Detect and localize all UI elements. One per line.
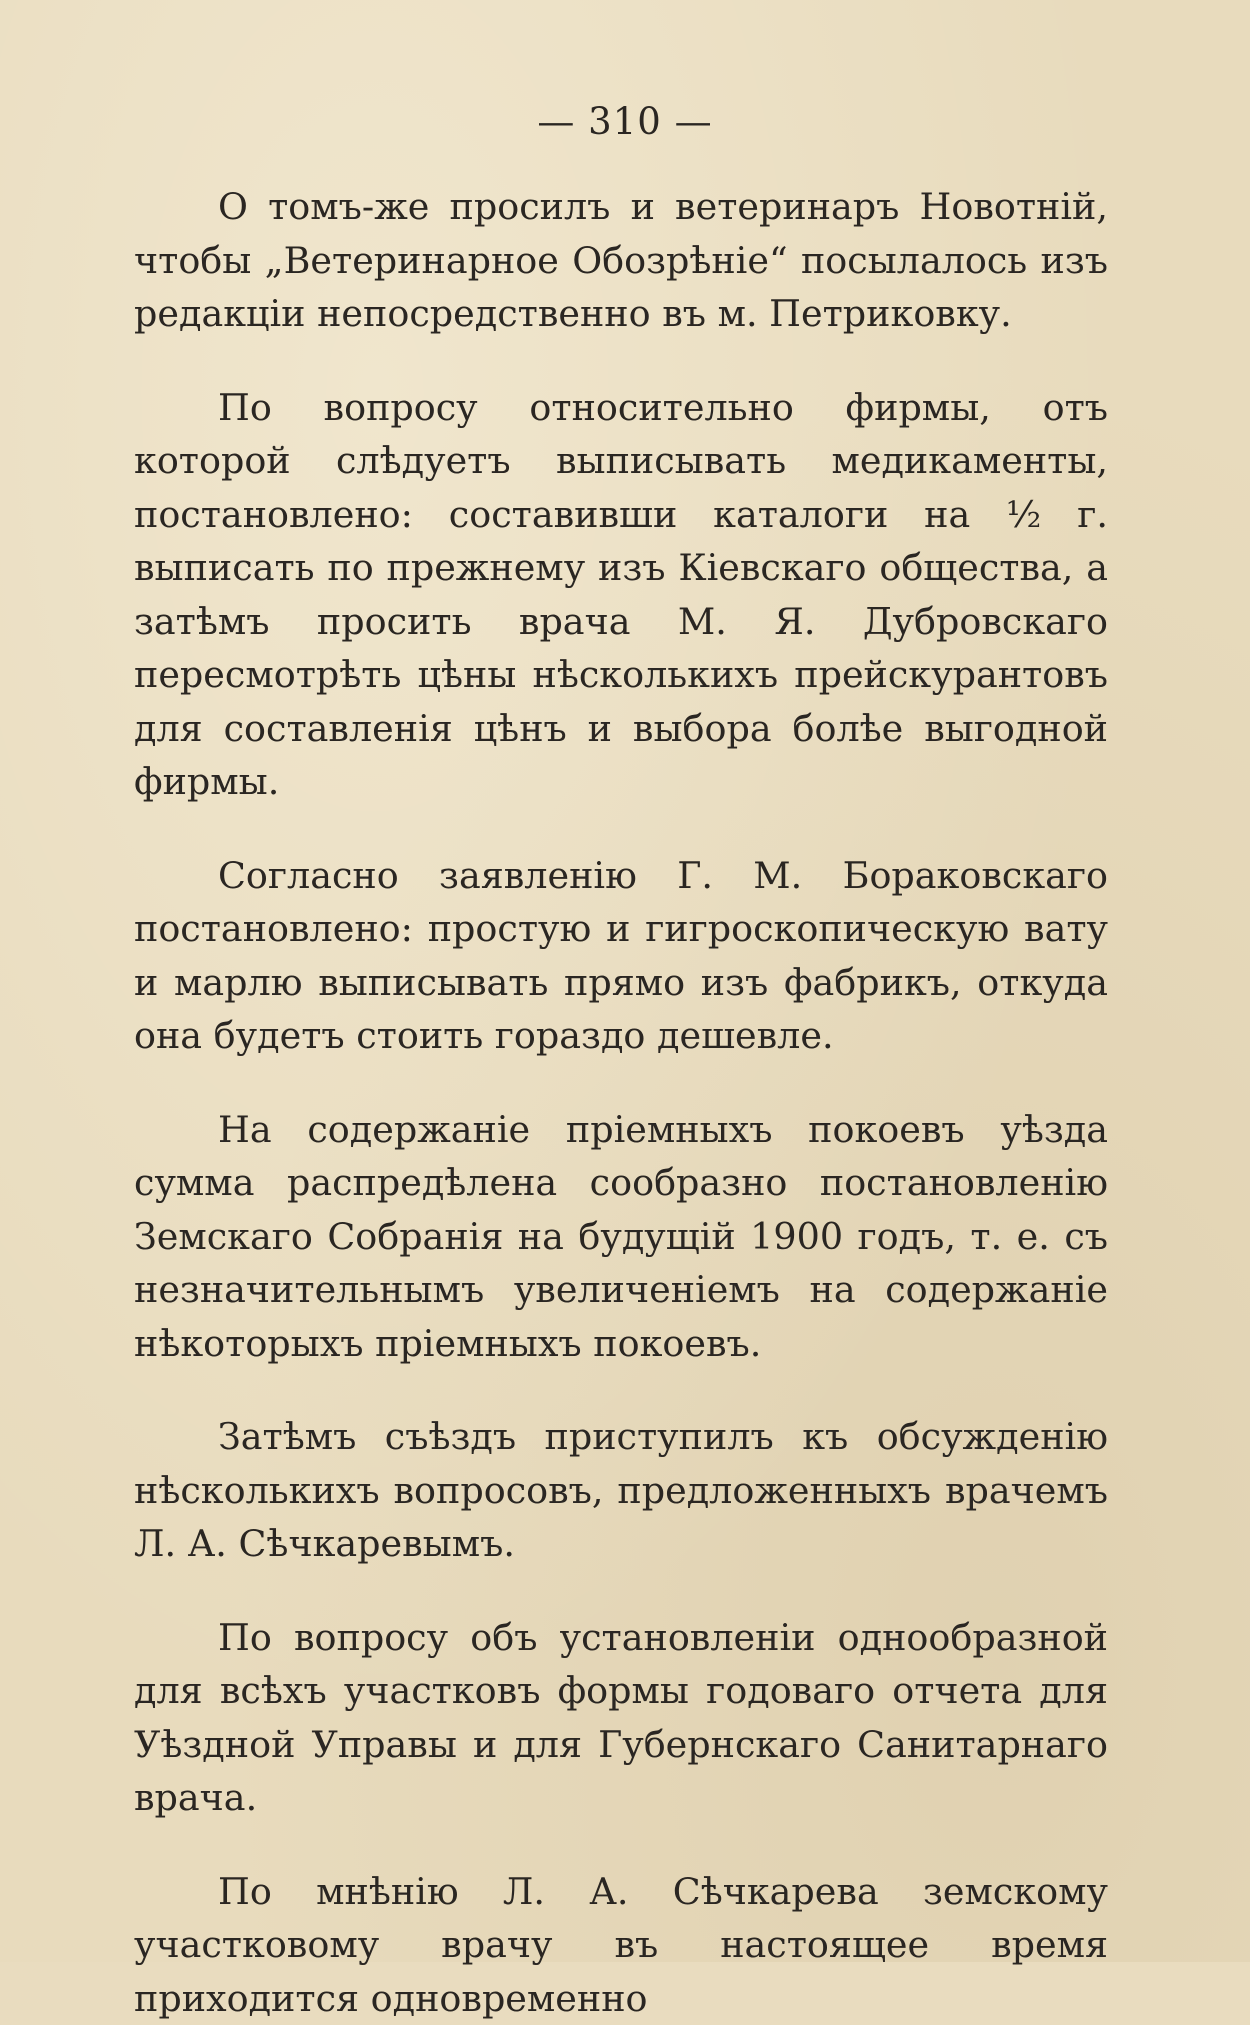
paragraph-cotton-gauze: Согласно заявленію Г. М. Бораковскаго постановлено: простую и гигроскопическую вату и марлю выписывать прямо изъ фабрикъ, откуда она будетъ стоить гораздо дешевле.: [134, 849, 1108, 1063]
paragraph-congress-questions: Затѣмъ съѣздъ приступилъ къ обсужденію нѣсколькихъ вопросовъ, предложенныхъ врачемъ Л. А. Сѣчкаревымъ.: [134, 1410, 1108, 1571]
paragraph-medicine-supplier: По вопросу относительно фирмы, отъ которой слѣдуетъ выписывать медикаменты, постановлено: составивши каталоги на ½ г. выписать по прежнему изъ Кіевскаго общества, а затѣмъ просить врача М. Я. Дубровскаго пересмотрѣть цѣны нѣсколькихъ прейскурантовъ для составленія цѣнъ и выбора болѣе выгодной фирмы.: [134, 381, 1108, 809]
paragraph-reception-rooms-budget: На содержаніе пріемныхъ покоевъ уѣзда сумма распредѣлена сообразно постановленію Земскаго Собранія на будущій 1900 годъ, т. е. съ незначительнымъ увеличеніемъ на содержаніе нѣкоторыхъ пріемныхъ покоевъ.: [134, 1103, 1108, 1371]
paragraph-report-form: По вопросу объ установленіи однообразной для всѣхъ участковъ формы годоваго отчета для Уѣздной Управы и для Губернскаго Санитарнаго врача.: [134, 1611, 1108, 1825]
body-text: [134, 180, 1108, 2025]
paragraph-veterinary-review: О томъ-же просилъ и ветеринаръ Новотній, чтобы „Ветеринарное Обозрѣніе“ посылалось изъ редакціи непосредственно въ м. Петриковку.: [134, 180, 1108, 341]
paragraph-doctor-opinion: По мнѣнію Л. А. Сѣчкарева земскому участковому врачу въ настоящее время приходится одновременно: [134, 1865, 1108, 2025]
page-number: — 310 —: [0, 100, 1250, 143]
